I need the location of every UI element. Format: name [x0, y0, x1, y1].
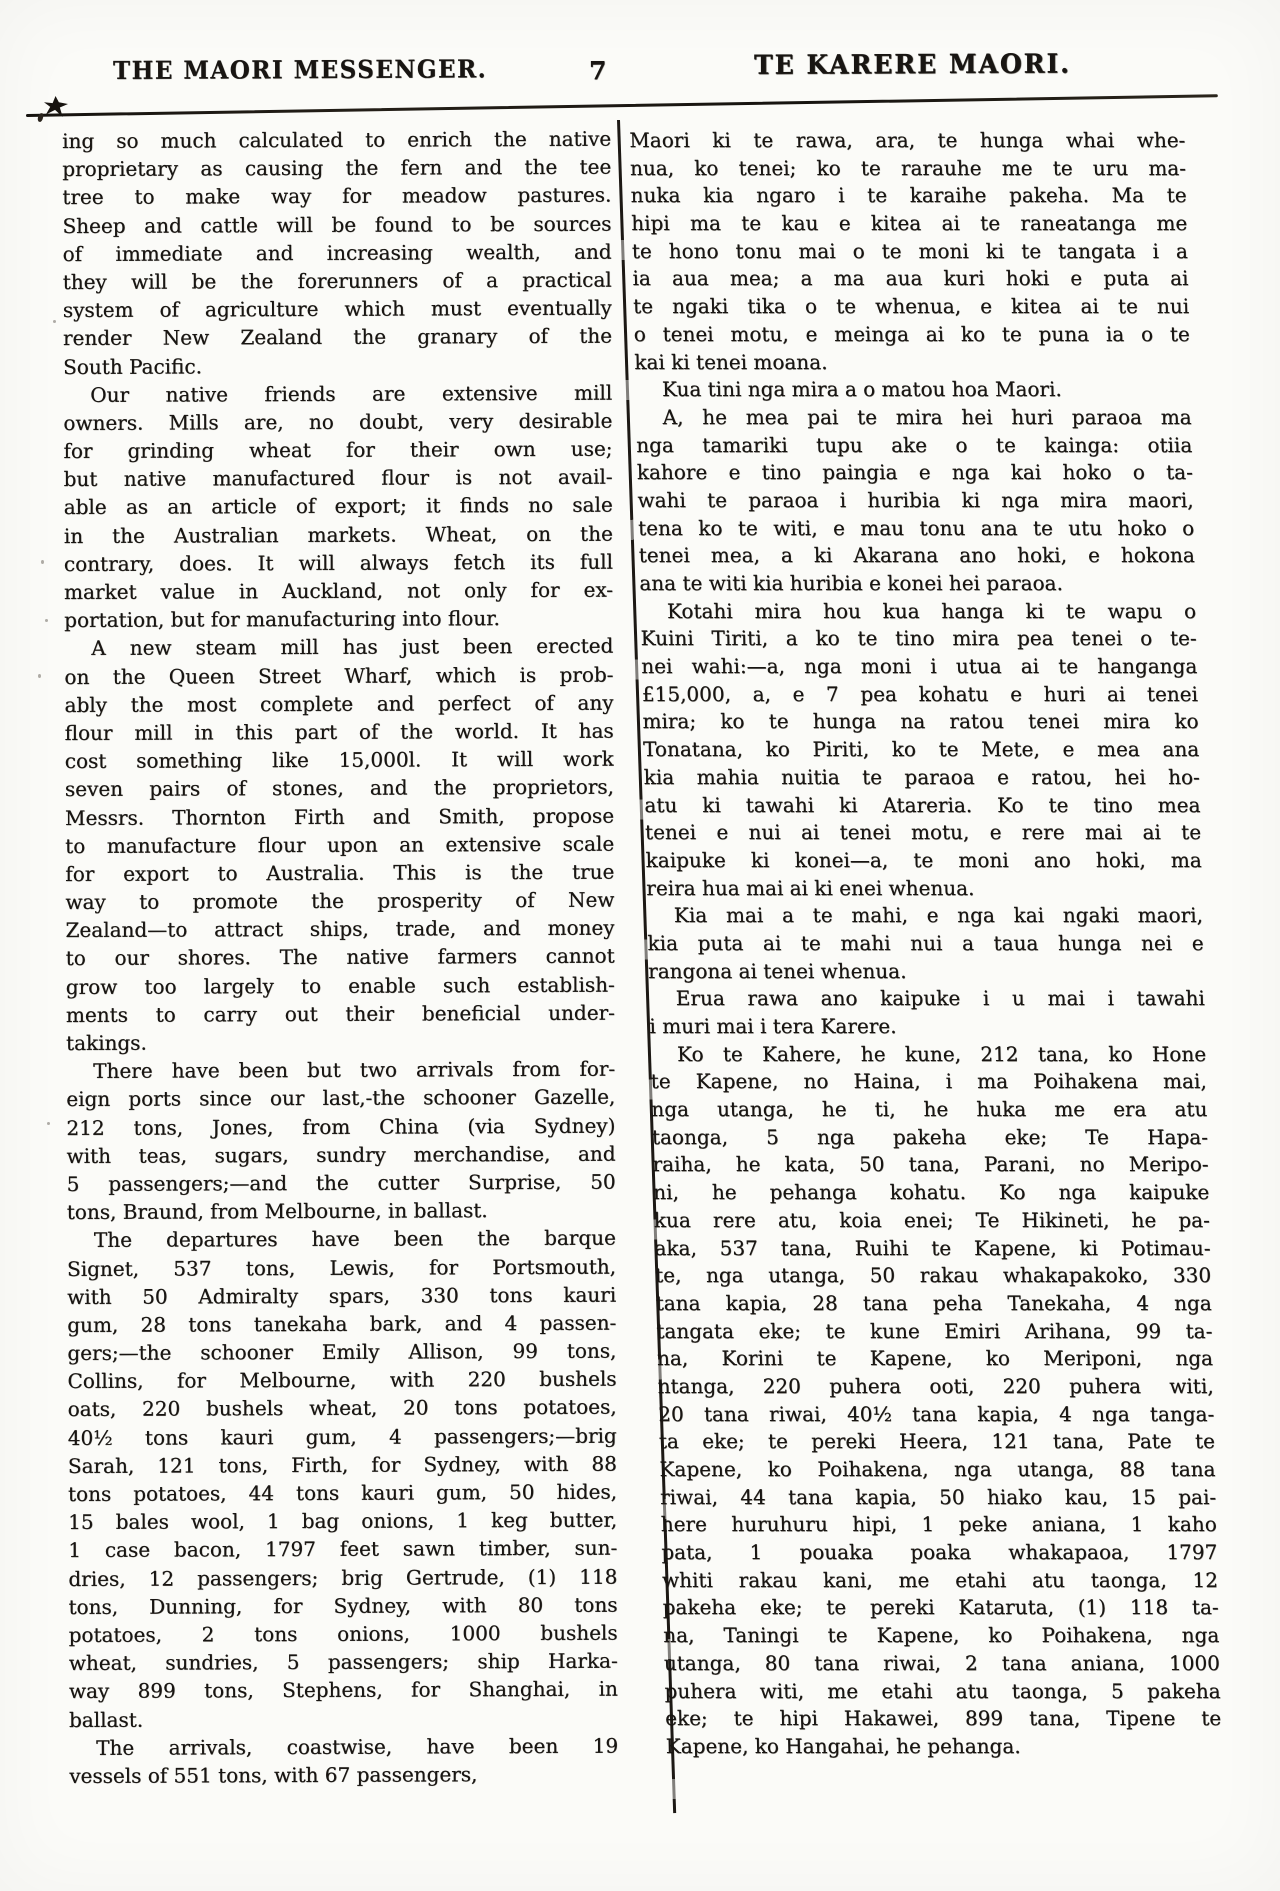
text-line: nga utanga, he ti, he huka me era atu — [651, 1097, 1208, 1122]
ink-spot-artifact — [37, 113, 44, 123]
text-line: vessels of 551 tons, with 67 passengers, — [69, 1762, 478, 1788]
text-line: Erua rawa ano kaipuke i u mai i tawahi — [675, 986, 1206, 1011]
text-line: with teas, sugars, sundry merchandise, and — [66, 1141, 616, 1168]
paragraph — [66, 1055, 616, 1227]
text-line: o tenei motu, e meinga ai ko te puna ia o te — [633, 321, 1190, 346]
scan-speck — [53, 320, 56, 323]
text-line: £15,000, a, e 7 pea kohatu e huri ai tenei — [641, 681, 1199, 706]
text-line: wheat, sundries, 5 passengers; ship Harka- — [68, 1648, 618, 1676]
text-line: takings. — [65, 1030, 147, 1055]
text-line: ntanga, 220 puhera ooti, 220 puhera witi, — [657, 1373, 1214, 1398]
text-line: eign ports since our last,-the schooner Gazelle, — [66, 1084, 616, 1112]
text-line: Zealand—to attract ships, trade, and money — [65, 915, 615, 943]
paragraph — [629, 127, 1191, 376]
text-line: wahi te paraoa i huribia ki nga mira maori, — [637, 487, 1194, 512]
text-line: gum, 28 tons tanekaha bark, and 4 passen- — [67, 1310, 617, 1337]
text-line: nua, ko tenei; ko te rarauhe me te uru ma- — [629, 155, 1187, 180]
text-line: te ngaki tika o te whenua, e kitea ai te nui — [632, 294, 1190, 319]
scan-speck — [47, 1122, 50, 1125]
text-line: puhera witi, me etahi atu taonga, 5 pakeha — [664, 1678, 1221, 1703]
text-line: render New Zealand the granary of the — [62, 323, 612, 351]
column-english — [62, 125, 618, 1790]
scan-speck — [45, 619, 48, 622]
text-line: flour mill in this part of the world. It has — [64, 718, 614, 745]
text-line: ana te witi kia huribia e konei hei paraoa. — [639, 571, 1064, 595]
text-line: Tonatana, ko Piriti, ko te Mete, e mea ana — [642, 737, 1200, 762]
text-line: aka, 537 tana, Ruihi te Kapene, ki Potimau- — [654, 1235, 1211, 1260]
text-line: way 899 tons, Stephens, for Shanghai, in — [68, 1676, 618, 1704]
scan-speck — [38, 674, 41, 678]
column-maori — [629, 127, 1222, 1761]
text-line: Kotahi mira hou kua hanga ki te wapu o — [666, 598, 1197, 623]
text-line: seven pairs of stones, and the proprietors, — [64, 774, 614, 802]
text-line: Our native friends are extensive mill — [90, 380, 613, 407]
text-line: Sarah, 121 tons, Firth, for Sydney, with 88 — [67, 1451, 617, 1478]
text-line: here huruhuru hipi, 1 peke aniana, 1 kaho — [660, 1512, 1217, 1537]
text-line: atu ki tawahi ki Atareria. Ko te tino mea — [644, 792, 1201, 817]
text-line: ballast. — [68, 1707, 144, 1732]
text-line: on the Queen Street Wharf, which is prob- — [64, 662, 614, 689]
text-line: for export to Australia. This is the true — [65, 859, 615, 886]
text-line: kia puta ai te mahi nui a taua hunga nei e — [647, 930, 1204, 955]
text-line: portation, but for manufacturing into flour. — [64, 606, 500, 633]
text-line: pakeha eke; te pereki Kataruta, (1) 118 ta- — [662, 1595, 1219, 1620]
text-line: dries, 12 passengers; brig Gertrude, (1) 118 — [68, 1564, 618, 1591]
text-line: There have been but two arrivals from for- — [93, 1056, 616, 1084]
paragraph — [67, 1224, 618, 1734]
text-line: 40½ tons kauri gum, 4 passengers;—brig — [67, 1423, 617, 1450]
text-line: way to promote the prosperity of New — [65, 887, 615, 915]
text-line: utanga, 80 tana riwai, 2 tana aniana, 1000 — [663, 1650, 1221, 1675]
text-line: ni, he pehanga kohatu. Ko nga kaipuke — [652, 1180, 1210, 1205]
text-line: Kia mai a te mahi, e nga kai ngaki maori, — [673, 903, 1204, 928]
text-line: Kapene, ko Hangahai, he pehanga. — [665, 1733, 1021, 1758]
text-line: of immediate and increasing wealth, and — [62, 239, 612, 266]
text-line: nga tamariki tupu ake o te kainga: otiia — [635, 432, 1193, 457]
text-line: rangona ai tenei whenua. — [647, 958, 907, 983]
paragraph — [640, 598, 1203, 903]
text-line: system of agriculture which must eventually — [62, 295, 612, 323]
text-line: The departures have been the barque — [93, 1225, 616, 1253]
paragraph — [648, 985, 1205, 1040]
text-line: raiha, he kata, 50 tana, Parani, no Meripo- — [652, 1152, 1209, 1177]
text-line: The arrivals, coastwise, have been 19 — [96, 1733, 619, 1760]
text-line: pata, 1 pouaka poaka whakapaoa, 1797 — [661, 1540, 1218, 1565]
text-line: taonga, 5 nga pakeha eke; Te Hapa- — [651, 1124, 1209, 1149]
masthead-maori: TE KARERE MAORI. — [753, 48, 1071, 81]
text-line: tree to make way for meadow pastures. — [62, 182, 612, 210]
text-line: Collins, for Melbourne, with 220 bushels — [67, 1366, 617, 1394]
text-line: riwai, 44 tana kapia, 50 hiako kau, 15 pai- — [659, 1484, 1217, 1509]
text-line: ments to carry out their beneficial under- — [65, 1000, 615, 1027]
text-line: tangata eke; te kune Emiri Arihana, 99 ta- — [656, 1318, 1213, 1343]
text-line: tenei mea, a ki Akarana ano hoki, e hokona — [638, 543, 1195, 568]
text-line: Kuini Tiriti, a ko te tino mira pea tenei o te- — [640, 626, 1197, 651]
text-line: oats, 220 bushels wheat, 20 tons potatoes, — [67, 1395, 617, 1422]
text-line: 15 bales wool, 1 bag onions, 1 keg butter, — [68, 1507, 618, 1535]
paragraph — [64, 632, 615, 1057]
paragraph — [63, 378, 613, 634]
text-line: tons, Braund, from Melbourne, in ballast. — [66, 1198, 488, 1225]
text-line: A, he mea pai te mira hei huri paraoa ma — [662, 404, 1192, 429]
text-line: nuka kia ngaro i te karaihe pakeha. Ma te — [630, 183, 1187, 208]
text-line: eke; te hipi Hakawei, 899 tana, Tipene te — [664, 1706, 1222, 1731]
text-line: te, nga utanga, 50 rakau whakapakoko, 330 — [654, 1263, 1212, 1288]
text-line: proprietary as causing the fern and the tee — [62, 154, 612, 182]
text-line: able as an article of export; it finds no sale — [63, 493, 613, 520]
text-line: ia aua mea; a ma aua kuri hoki e puta ai — [632, 266, 1189, 291]
text-line: tana kapia, 28 tana peha Tanekaha, 4 nga — [655, 1290, 1212, 1315]
text-line: to manufacture flour upon an extensive scale — [65, 831, 615, 858]
text-line: whiti rakau kani, me etahi atu taonga, 12 — [661, 1567, 1219, 1592]
paragraph — [647, 902, 1205, 985]
text-line: 212 tons, Jones, from China (via Sydney) — [66, 1113, 616, 1140]
text-line: tons, Dunning, for Sydney, with 80 tons — [68, 1592, 618, 1619]
paragraph — [650, 1041, 1222, 1761]
text-line: Sheep and cattle will be found to be sources — [62, 211, 612, 238]
page-number: 7 — [588, 56, 607, 86]
text-line: nei wahi:—a, nga moni i utua ai te hanganga — [640, 654, 1198, 679]
text-line: for grinding wheat for their own use; — [63, 436, 613, 464]
text-line: reira hua mai ai ki enei whenua. — [645, 875, 975, 900]
text-line: tons potatoes, 44 tons kauri gum, 50 hides, — [67, 1479, 618, 1506]
text-line: mira; ko te hunga na ratou tenei mira ko — [642, 709, 1199, 734]
text-line: they will be the forerunners of a practical — [62, 267, 612, 294]
text-line: market value in Auckland, not only for ex- — [63, 577, 614, 604]
text-line: kahore e tino paingia e nga kai hoko o ta- — [636, 460, 1194, 485]
text-line: Maori ki te rawa, ara, te hunga whai whe- — [629, 128, 1186, 152]
text-line: cost something like 15,000l. It will work — [64, 746, 614, 774]
text-line: Kapene, ko Poihakena, nga utanga, 88 tana — [659, 1457, 1216, 1481]
text-line: na, Korini te Kapene, ko Meriponi, nga — [656, 1346, 1214, 1371]
text-line: gers;—the schooner Emily Allison, 99 tons, — [67, 1338, 617, 1366]
text-line: te Kapene, no Haina, i ma Poihakena mai, — [650, 1069, 1207, 1094]
text-line: kai ki tenei moana. — [634, 349, 828, 374]
text-line: te hono tonu mai o te moni ki te tangata i a — [631, 238, 1189, 263]
paragraph — [635, 376, 1192, 404]
text-line: 5 passengers;—and the cutter Surprise, 50 — [66, 1169, 616, 1196]
text-line: ing so much calculated to enrich the native — [62, 126, 612, 153]
text-line: kua rere atu, koia enei; Te Hikineti, he pa- — [653, 1207, 1211, 1232]
text-line: tena ko te witi, e mau tonu ana te utu hoko o — [637, 515, 1195, 540]
text-line: owners. Mills are, no doubt, very desirable — [63, 408, 613, 435]
text-line: Kua tini nga mira a o matou hoa Maori. — [661, 377, 1062, 402]
text-line: South Pacific. — [62, 353, 202, 379]
text-line: 20 tana riwai, 40½ tana kapia, 4 nga tanga- — [657, 1401, 1215, 1426]
text-line: but native manufactured flour is not avail- — [63, 464, 613, 492]
text-line: tenei e nui ai tenei motu, e rere mai ai te — [644, 820, 1202, 845]
text-line: in the Australian markets. Wheat, on the — [63, 521, 613, 548]
paragraph — [635, 404, 1195, 598]
text-line: A new steam mill has just been erected — [91, 633, 614, 661]
text-line: Ko te Kahere, he kune, 212 tana, ko Hone — [676, 1041, 1207, 1066]
text-line: Signet, 537 tons, Lewis, for Portsmouth, — [66, 1254, 617, 1281]
text-line: contrary, does. It will always fetch its full — [63, 549, 613, 576]
paragraph — [69, 1731, 618, 1790]
text-line: kaipuke ki konei—a, te moni ano hoki, ma — [645, 847, 1202, 872]
text-line: hipi ma te kau e kitea ai te raneatanga me — [630, 211, 1188, 236]
text-line: kia mahia nuitia te paraoa e ratou, hei ho- — [643, 764, 1201, 789]
text-line: ably the most complete and perfect of any — [64, 690, 614, 717]
masthead-english: THE MAORI MESSENGER. — [112, 54, 488, 86]
scan-speck — [41, 560, 44, 564]
text-line: Messrs. Thornton Firth and Smith, propose — [64, 803, 615, 830]
text-line: grow too largely to enable such establish- — [65, 972, 615, 999]
text-line: ta eke; te pereki Heera, 121 tana, Pate te — [658, 1429, 1216, 1454]
text-line: i muri mai i tera Karere. — [649, 1014, 897, 1038]
text-line: 1 case bacon, 1797 feet sawn timber, sun- — [68, 1535, 618, 1563]
text-line: with 50 Admiralty spars, 330 tons kauri — [67, 1282, 617, 1309]
text-line: potatoes, 2 tons onions, 1000 bushels — [68, 1620, 618, 1647]
text-line: to our shores. The native farmers cannot — [65, 944, 615, 971]
text-line: na, Taningi te Kapene, ko Poihakena, nga — [662, 1623, 1220, 1648]
paragraph — [62, 125, 612, 381]
